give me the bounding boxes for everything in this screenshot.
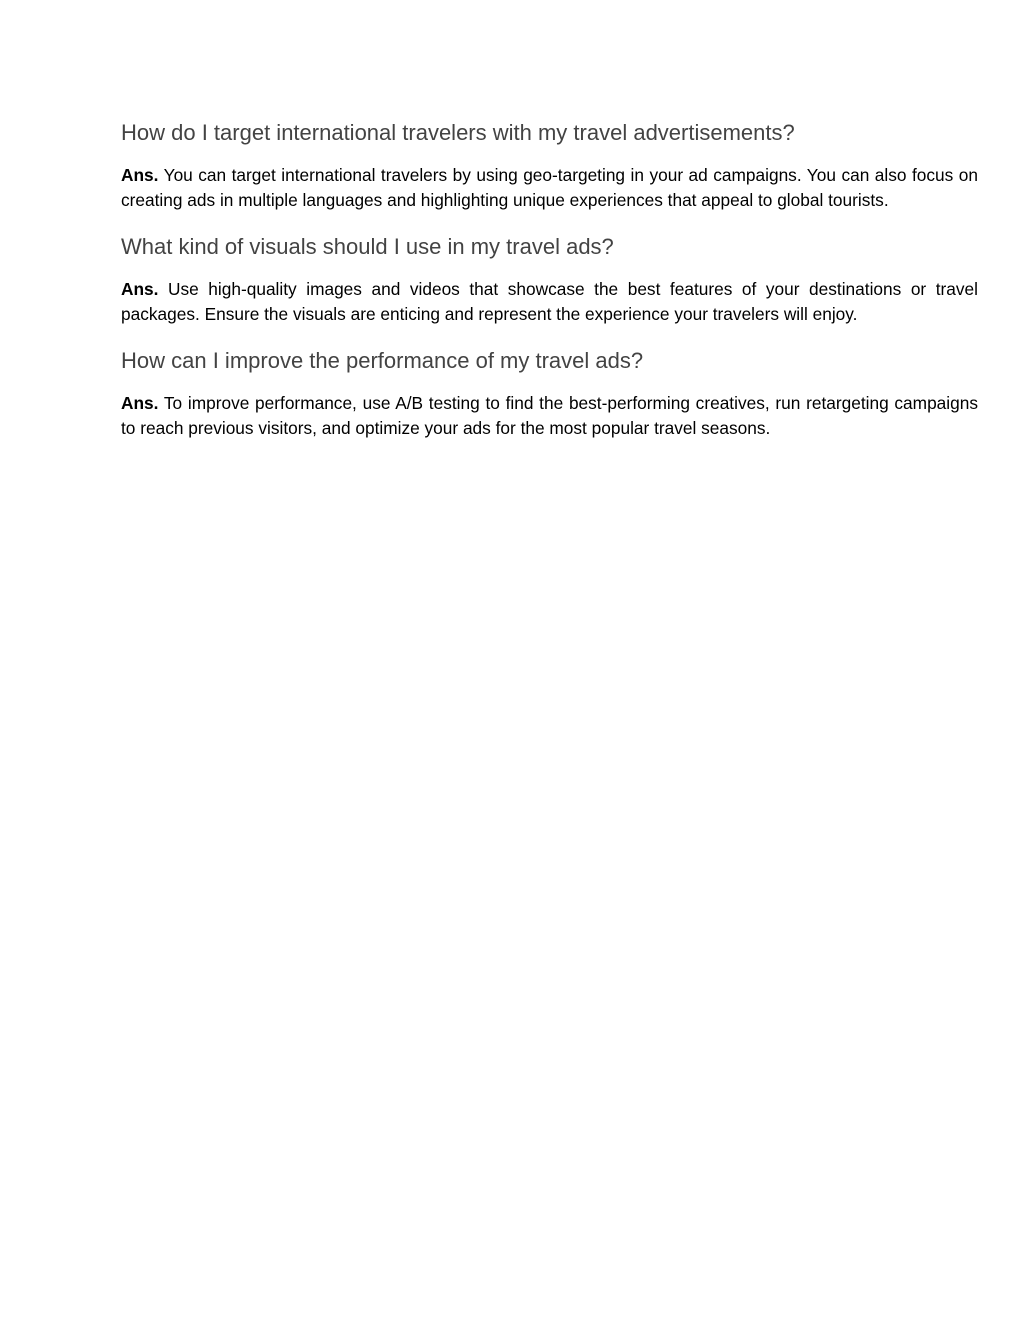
faq-item: [121, 346, 978, 440]
faq-item: [121, 232, 978, 326]
answer-prefix: Ans.: [121, 165, 159, 185]
answer-prefix: Ans.: [121, 279, 159, 299]
faq-question: What kind of visuals should I use in my travel ads?: [121, 234, 614, 259]
faq-question: How do I target international travelers with my travel advertisements?: [121, 120, 795, 145]
faq-question: How can I improve the performance of my travel ads?: [121, 348, 644, 373]
faq-item: [121, 118, 978, 212]
faq-answer: [121, 277, 978, 326]
faq-answer: [121, 163, 978, 212]
answer-text: To improve performance, use A/B testing to find the best-performing creatives, run retargeting campaigns to reach previous visitors, and optimize your ads for the most popular travel seasons.: [121, 393, 978, 438]
faq-answer: [121, 391, 978, 440]
faq-list: [121, 118, 978, 460]
answer-text: You can target international travelers by using geo-targeting in your ad campaigns. You can also focus on creating ads in multiple languages and highlighting unique experiences that appeal to global tourists.: [121, 165, 978, 210]
answer-text: Use high-quality images and videos that showcase the best features of your destinations or travel packages. Ensure the visuals are enticing and represent the experience your travelers will enjoy.: [121, 279, 978, 324]
answer-prefix: Ans.: [121, 393, 159, 413]
